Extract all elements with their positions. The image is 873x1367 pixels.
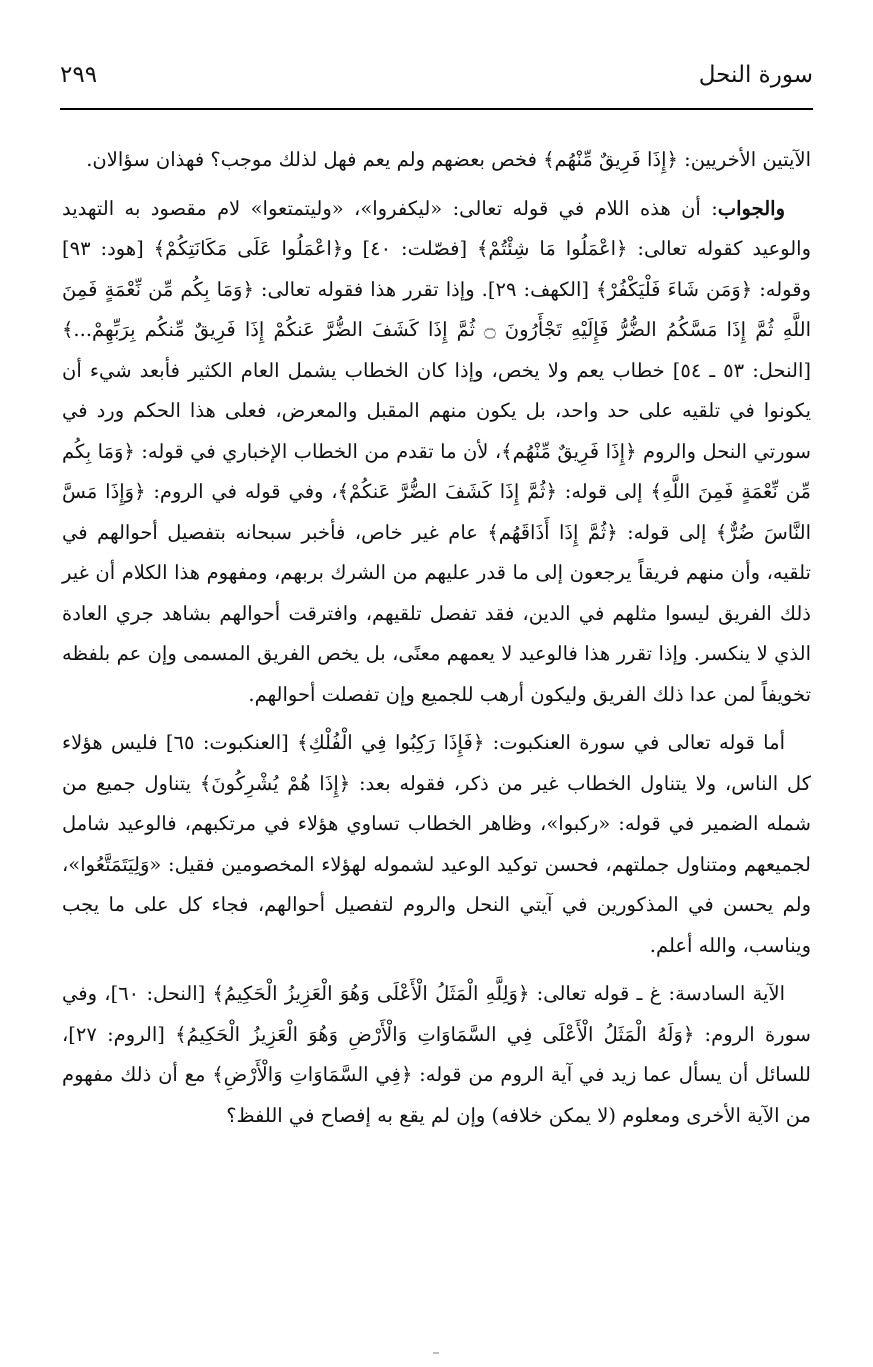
page-body <box>62 140 811 1136</box>
paragraph-text: : أن هذه اللام في قوله تعالى: «ليكفروا»، «وليتمتعوا» لام مقصود به التهديد والوعيد كقوله تعالى: ﴿اعْمَلُوا مَا شِئْتُمْ﴾ [فصّلت: ٤٠] و﴿اعْمَلُوا عَلَى مَكَانَتِكُمْ﴾ [هود: ٩٣] وقوله: ﴿وَمَن شَاءَ فَلْيَكْفُرْ﴾ [الكهف: ٢٩]. وإذا تقرر هذا فقوله تعالى: ﴿وَمَا بِكُم مِّن نِّعْمَةٍ فَمِنَ اللَّهِ ثُمَّ إِذَا مَسَّكُمُ الضُّرُّ فَإِلَيْهِ تَجْأَرُونَ ۝ ثُمَّ إِذَا كَشَفَ الضُّرَّ عَنكُمْ إِذَا فَرِيقٌ مِّنكُم بِرَبِّهِمْ...﴾ [النحل: ٥٣ ـ ٥٤] خطاب يعم ولا يخص، وإذا كان الخطاب يشمل العام الكثير فأبعد شيء أن يكونوا في تلقيه على حد واحد، بل يكون منهم المقبل والمعرض، فعلى هذا الحكم ورد في سورتي النحل والروم ﴿إِذَا فَرِيقٌ مِّنْهُم﴾، لأن ما تقدم من الخطاب الإخباري في قوله: ﴿وَمَا بِكُم مِّن نِّعْمَةٍ فَمِنَ اللَّهِ﴾ إلى قوله: ﴿ثُمَّ إِذَا كَشَفَ الضُّرَّ عَنكُمْ﴾، وفي قوله في الروم: ﴿وَإِذَا مَسَّ النَّاسَ ضُرٌّ﴾ إلى قوله: ﴿ثُمَّ إِذَا أَذَاقَهُم﴾ عام غير خاص، فأخبر سبحانه بتفصيل أحوالهم في تلقيه، وأن منهم فريقاً يرجعون إلى ما قدر عليهم من الشرك بربهم، ومفهوم هذا الكلام أن غير ذلك الفريق ليسوا مثلهم في الدين، فقد تفصل تلقيهم، وافترقت أحوالهم بشاهد جري العادة الذي لا ينكسر. وإذا تقرر هذا فالوعيد لا يعمهم معنًى، بل يخص الفريق المسمى وإن عم بلفظه تخويفاً لمن عدا ذلك الفريق وليكون أرهب للجميع وإن تفصلت أحوالهم. <box>62 196 812 706</box>
paragraph-text: الآيتين الأخريين: ﴿إِذَا فَرِيقٌ مِّنْهُم﴾ فخص بعضهم ولم يعم فهل لذلك موجب؟ فهذان سؤالان. <box>86 148 811 171</box>
paragraph-lead: والجواب <box>717 196 785 220</box>
paragraph-text: أما قوله تعالى في سورة العنكبوت: ﴿فَإِذَا رَكِبُوا فِي الْفُلْكِ﴾ [العنكبوت: ٦٥] فليس هؤلاء كل الناس، ولا يتناول الخطاب غير من ذكر، فقوله بعد: ﴿إِذَا هُمْ يُشْرِكُونَ﴾ يتناول جميع من شمله الضمير في قوله: «ركبوا»، وظاهر الخطاب تساوي هؤلاء في مرتكبهم، فالوعيد شامل لجميعهم ومتناول جملتهم، فحسن توكيد الوعيد لشموله لهؤلاء المخصومين فقيل: «وَلِيَتَمَتَّعُوا»، ولم يحسن في المذكورين في آيتي النحل والروم لتفصيل أحوالهم، فجاء كل على ما يجب ويناسب، والله أعلم. <box>62 731 811 957</box>
paragraph-2 <box>62 189 811 716</box>
paragraph-1 <box>62 140 811 181</box>
header-divider <box>60 108 813 110</box>
surah-title: سورة النحل <box>698 62 813 88</box>
paragraph-4 <box>62 974 811 1136</box>
paragraph-3 <box>62 723 811 966</box>
footer-mark <box>433 1352 439 1354</box>
paragraph-text: الآية السادسة: غ ـ قوله تعالى: ﴿وَلِلَّهِ الْمَثَلُ الْأَعْلَى وَهُوَ الْعَزِيزُ الْحَكِيمُ﴾ [النحل: ٦٠]، وفي سورة الروم: ﴿وَلَهُ الْمَثَلُ الْأَعْلَى فِي السَّمَاوَاتِ وَالْأَرْضِ وَهُوَ الْعَزِيزُ الْحَكِيمُ﴾ [الروم: ٢٧]، للسائل أن يسأل عما زيد في آية الروم من قوله: ﴿فِي السَّمَاوَاتِ وَالْأَرْضِ﴾ مع أن ذلك مفهوم من الآية الأخرى ومعلوم (لا يمكن خلافه) وإن لم يقع به إفصاح في اللفظ؟ <box>62 982 811 1127</box>
page-number: ٢٩٩ <box>60 62 98 88</box>
page-header <box>60 56 813 96</box>
